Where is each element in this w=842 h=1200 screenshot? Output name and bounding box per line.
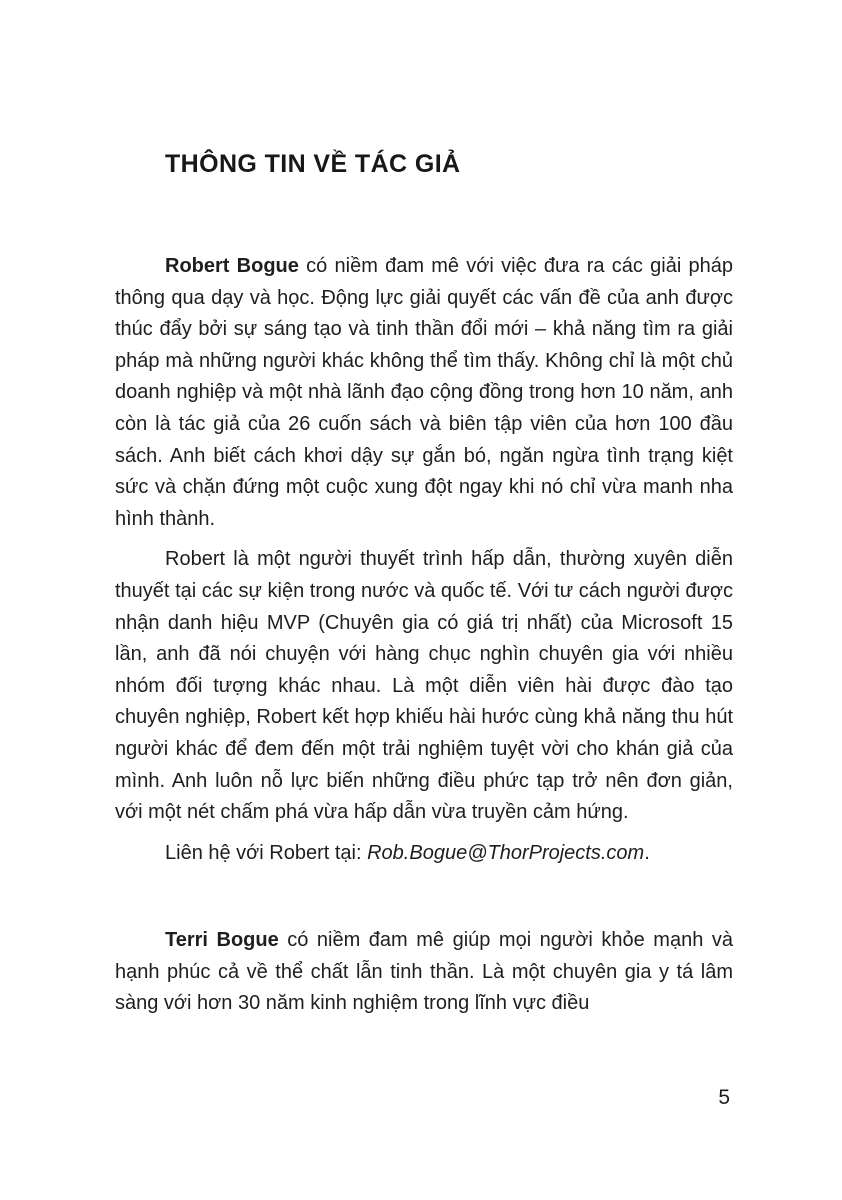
paragraph bbox=[115, 544, 733, 828]
text-segment: có niềm đam mê giúp mọi người khỏe mạnh và hạnh phúc cả về thể chất lẫn tinh thần. Là một chuyên gia y tá lâm sàng với hơn 30 năm kinh nghiệm trong lĩnh vực điều bbox=[115, 929, 733, 1015]
page-content bbox=[115, 150, 733, 1029]
text-segment: Liên hệ với Robert tại: bbox=[165, 841, 368, 864]
text-segment: Robert là một người thuyết trình hấp dẫn, thường xuyên diễn thuyết tại các sự kiện trong nước và quốc tế. Với tư cách người được nhận danh hiệu MVP (Chuyên gia có giá trị nhất) của Microsoft 15 lần, anh đã nói chuyện với hàng chục nghìn chuyên gia với nhiều nhóm đối tượng khác nhau. Là một diễn viên hài được đào tạo chuyên nghiệp, Robert kết hợp khiếu hài hước cùng khả năng thu hút người khác để đem đến một trải nghiệm tuyệt vời cho khán giả của mình. Anh luôn nỗ lực biến những điều phức tạp trở nên đơn giản, với một nét chấm phá vừa hấp dẫn vừa truyền cảm hứng. bbox=[115, 548, 733, 824]
paragraphs bbox=[115, 251, 733, 1020]
paragraph bbox=[115, 251, 733, 535]
paragraph bbox=[115, 838, 733, 870]
text-segment: Rob.Bogue@ThorProjects.com bbox=[367, 841, 645, 864]
page-title: THÔNG TIN VỀ TÁC GIẢ bbox=[165, 150, 461, 178]
page-number: 5 bbox=[718, 1086, 730, 1109]
text-segment: . bbox=[644, 841, 650, 864]
paragraph bbox=[115, 925, 733, 1020]
text-segment: Robert Bogue bbox=[165, 255, 299, 277]
text-segment: Terri Bogue bbox=[165, 929, 279, 952]
text-segment: có niềm đam mê với việc đưa ra các giải pháp thông qua dạy và học. Động lực giải quyết các vấn đề của anh được thúc đẩy bởi sự sáng tạo và tinh thần đổi mới – khả năng tìm ra giải pháp mà những người khác không thể tìm thấy. Không chỉ là một chủ doanh nghiệp và một nhà lãnh đạo cộng đồng trong hơn 10 năm, anh còn là tác giả của 26 cuốn sách và biên tập viên của hơn 100 đầu sách. Anh biết cách khơi dậy sự gắn bó, ngăn ngừa tình trạng kiệt sức và chặn đứng một cuộc xung đột ngay khi nó chỉ vừa manh nha hình thành. bbox=[115, 255, 734, 530]
